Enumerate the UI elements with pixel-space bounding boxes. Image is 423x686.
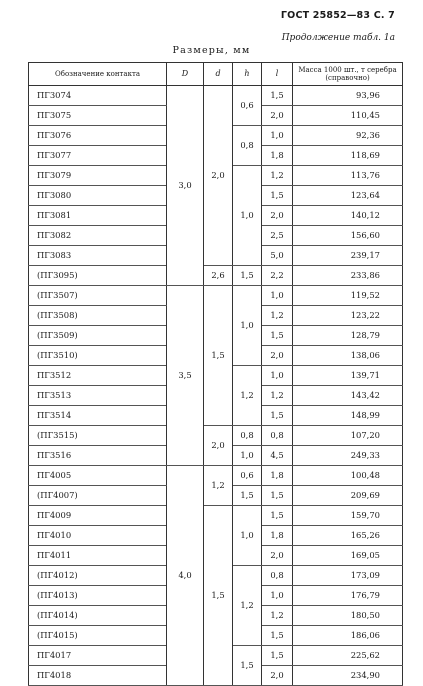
table-row	[29, 86, 403, 106]
d-value: 2,6	[204, 266, 233, 286]
h-value: 1,2	[233, 566, 262, 646]
row-mass: 180,50	[293, 606, 403, 626]
contacts-table	[28, 62, 403, 686]
row-designation: (ПГ4014)	[29, 606, 167, 626]
D-value: 4,0	[167, 466, 204, 686]
row-l: 1,5	[262, 506, 293, 526]
row-mass: 128,79	[293, 326, 403, 346]
row-designation: ПГ4009	[29, 506, 167, 526]
row-designation: ПГ3514	[29, 406, 167, 426]
row-l: 2,0	[262, 546, 293, 566]
row-l: 1,8	[262, 466, 293, 486]
row-l: 2,0	[262, 206, 293, 226]
row-designation: ПГ3076	[29, 126, 167, 146]
row-designation: (ПГ4007)	[29, 486, 167, 506]
row-mass: 93,96	[293, 86, 403, 106]
row-designation: ПГ3513	[29, 386, 167, 406]
row-mass: 173,09	[293, 566, 403, 586]
row-mass: 113,76	[293, 166, 403, 186]
row-designation: ПГ4017	[29, 646, 167, 666]
row-designation: ПГ3077	[29, 146, 167, 166]
row-l: 1,5	[262, 646, 293, 666]
h-value: 1,5	[233, 646, 262, 686]
row-designation: (ПГ3509)	[29, 326, 167, 346]
row-mass: 123,22	[293, 306, 403, 326]
row-designation: ПГ3516	[29, 446, 167, 466]
row-mass: 148,99	[293, 406, 403, 426]
h-value: 1,0	[233, 446, 262, 466]
row-mass: 233,86	[293, 266, 403, 286]
row-l: 1,5	[262, 326, 293, 346]
row-l: 1,5	[262, 86, 293, 106]
row-l: 1,5	[262, 486, 293, 506]
row-l: 1,2	[262, 606, 293, 626]
h-value: 1,0	[233, 166, 262, 266]
row-mass: 209,69	[293, 486, 403, 506]
row-mass: 110,45	[293, 106, 403, 126]
row-designation: (ПГ3515)	[29, 426, 167, 446]
row-designation: ПГ4005	[29, 466, 167, 486]
row-l: 2,2	[262, 266, 293, 286]
row-designation: ПГ3074	[29, 86, 167, 106]
d-value: 2,0	[204, 86, 233, 266]
row-designation: ПГ4018	[29, 666, 167, 686]
row-l: 1,5	[262, 626, 293, 646]
d-value: 1,5	[204, 506, 233, 686]
row-l: 1,8	[262, 146, 293, 166]
row-designation: ПГ3075	[29, 106, 167, 126]
row-mass: 140,12	[293, 206, 403, 226]
h-value: 0,8	[233, 426, 262, 446]
row-designation: (ПГ3507)	[29, 286, 167, 306]
row-l: 1,5	[262, 406, 293, 426]
row-l: 1,2	[262, 166, 293, 186]
table-row	[29, 506, 403, 526]
row-l: 1,2	[262, 386, 293, 406]
row-mass: 249,33	[293, 446, 403, 466]
row-mass: 119,52	[293, 286, 403, 306]
h-value: 0,8	[233, 126, 262, 166]
row-designation: ПГ3083	[29, 246, 167, 266]
row-l: 1,5	[262, 186, 293, 206]
col-designation: Обозначение контакта	[29, 63, 167, 86]
row-l: 2,0	[262, 346, 293, 366]
row-mass: 186,06	[293, 626, 403, 646]
row-l: 0,8	[262, 566, 293, 586]
h-value: 1,0	[233, 286, 262, 366]
row-mass: 143,42	[293, 386, 403, 406]
row-designation: ПГ3082	[29, 226, 167, 246]
table-row	[29, 266, 403, 286]
row-designation: (ПГ3095)	[29, 266, 167, 286]
row-l: 1,0	[262, 366, 293, 386]
continuation-label: Продолжение табл. 1а	[281, 33, 395, 43]
table-row	[29, 426, 403, 446]
row-designation: ПГ3080	[29, 186, 167, 206]
table-header-row	[29, 63, 403, 86]
row-l: 1,0	[262, 586, 293, 606]
row-designation: (ПГ4013)	[29, 586, 167, 606]
row-l: 2,0	[262, 106, 293, 126]
row-l: 0,8	[262, 426, 293, 446]
col-mass: Масса 1000 шт., т серебра (справочно)	[293, 63, 403, 86]
h-value: 1,5	[233, 266, 262, 286]
row-l: 1,0	[262, 126, 293, 146]
row-mass: 118,69	[293, 146, 403, 166]
h-value: 1,0	[233, 506, 262, 566]
row-l: 4,5	[262, 446, 293, 466]
row-mass: 107,20	[293, 426, 403, 446]
row-mass: 239,17	[293, 246, 403, 266]
row-l: 1,2	[262, 306, 293, 326]
row-designation: (ПГ4012)	[29, 566, 167, 586]
row-l: 1,8	[262, 526, 293, 546]
table-row	[29, 286, 403, 306]
h-value: 1,2	[233, 366, 262, 426]
row-mass: 234,90	[293, 666, 403, 686]
h-value: 1,5	[233, 486, 262, 506]
standard-header: ГОСТ 25852—83 С. 7	[280, 10, 395, 21]
col-D: D	[167, 63, 204, 86]
row-designation: ПГ3512	[29, 366, 167, 386]
row-mass: 92,36	[293, 126, 403, 146]
row-mass: 169,05	[293, 546, 403, 566]
d-value: 1,5	[204, 286, 233, 426]
sizes-caption: Размеры, мм	[172, 45, 251, 56]
row-mass: 156,60	[293, 226, 403, 246]
row-l: 2,5	[262, 226, 293, 246]
row-l: 2,0	[262, 666, 293, 686]
d-value: 1,2	[204, 466, 233, 506]
row-designation: (ПГ3510)	[29, 346, 167, 366]
row-mass: 123,64	[293, 186, 403, 206]
col-d: d	[204, 63, 233, 86]
row-mass: 100,48	[293, 466, 403, 486]
row-l: 1,0	[262, 286, 293, 306]
row-designation: ПГ3081	[29, 206, 167, 226]
row-designation: ПГ4011	[29, 546, 167, 566]
d-value: 2,0	[204, 426, 233, 466]
h-value: 0,6	[233, 466, 262, 486]
row-mass: 139,71	[293, 366, 403, 386]
row-designation: (ПГ3508)	[29, 306, 167, 326]
D-value: 3,5	[167, 286, 204, 466]
row-designation: ПГ4010	[29, 526, 167, 546]
row-designation: ПГ3079	[29, 166, 167, 186]
row-l: 5,0	[262, 246, 293, 266]
h-value: 0,6	[233, 86, 262, 126]
row-mass: 138,06	[293, 346, 403, 366]
row-mass: 159,70	[293, 506, 403, 526]
table-row	[29, 466, 403, 486]
row-designation: (ПГ4015)	[29, 626, 167, 646]
D-value: 3,0	[167, 86, 204, 286]
row-mass: 165,26	[293, 526, 403, 546]
row-mass: 176,79	[293, 586, 403, 606]
col-l: l	[262, 63, 293, 86]
col-h: h	[233, 63, 262, 86]
row-mass: 225,62	[293, 646, 403, 666]
